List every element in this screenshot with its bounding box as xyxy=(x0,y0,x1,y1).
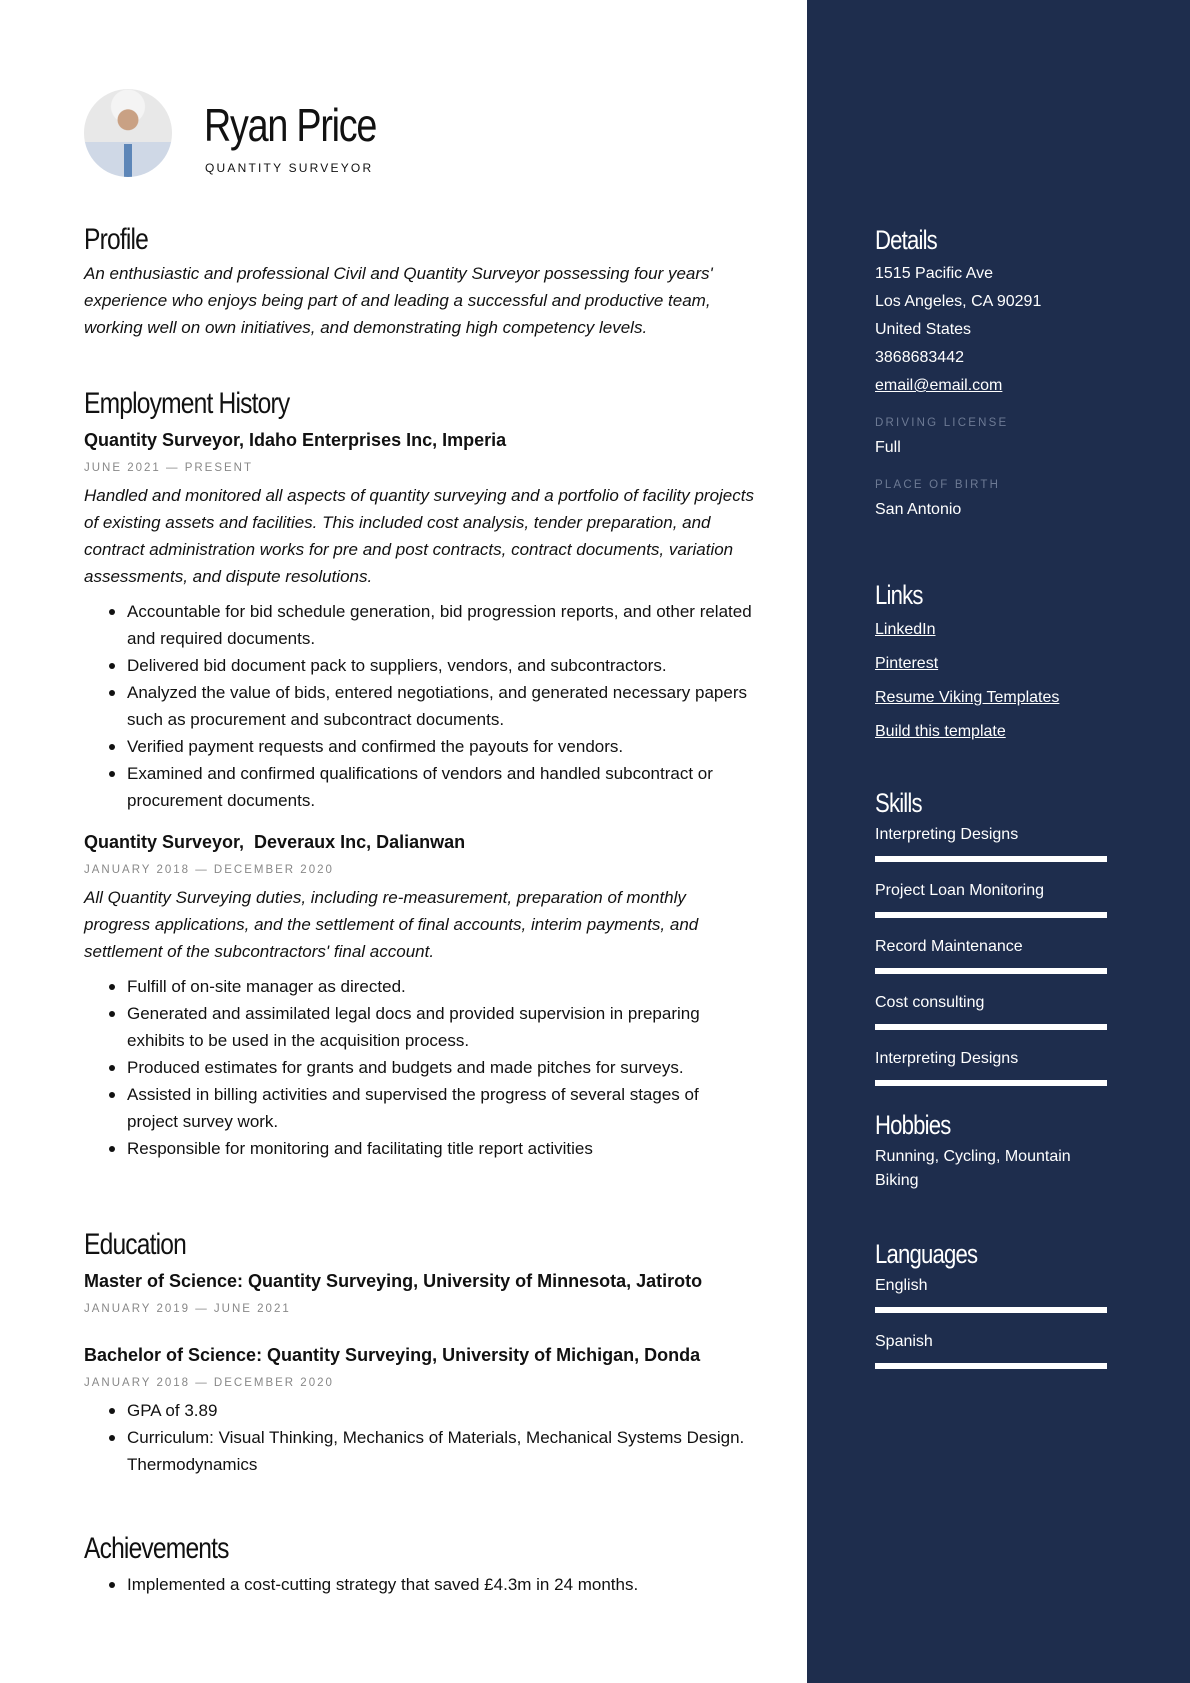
phone: 3868683442 xyxy=(875,349,964,366)
job-bullets xyxy=(84,598,754,814)
job-bullets xyxy=(84,973,754,1162)
job-title: Quantity Surveyor, Deveraux Inc, Dalianwan xyxy=(84,832,466,852)
job-dates: JUNE 2021 — PRESENT xyxy=(84,462,254,474)
section-title: Skills xyxy=(875,788,922,818)
section-title: Languages xyxy=(875,1239,978,1269)
list-item: Assisted in billing activities and supervised the progress of several stages of project survey work. xyxy=(127,1081,754,1135)
skill-name: Interpreting Designs xyxy=(875,1050,1019,1067)
degree-title: Bachelor of Science: Quantity Surveying, University of Michigan, Donda xyxy=(84,1345,701,1365)
section-title: Achievements xyxy=(84,1532,229,1565)
country: United States xyxy=(875,321,972,338)
skill-level-bar xyxy=(875,856,1107,862)
place-of-birth-value: San Antonio xyxy=(875,501,962,518)
list-item: Verified payment requests and confirmed the payouts for vendors. xyxy=(127,733,754,760)
details-section xyxy=(875,224,1165,524)
link-linkedin[interactable]: LinkedIn xyxy=(875,621,936,638)
email-link[interactable]: email@email.com xyxy=(875,377,1003,394)
list-item: Analyzed the value of bids, entered negotiations, and generated necessary papers such as procurement and subcontract documents. xyxy=(127,679,754,733)
section-title: Hobbies xyxy=(875,1110,951,1140)
skill-name: Cost consulting xyxy=(875,994,985,1011)
degree-dates: JANUARY 2019 — JUNE 2021 xyxy=(84,1303,291,1315)
skill-name: Project Loan Monitoring xyxy=(875,882,1044,899)
language-level-bar xyxy=(875,1307,1107,1313)
skill-level-bar xyxy=(875,1080,1107,1086)
skill-level-bar xyxy=(875,912,1107,918)
profile-section xyxy=(84,222,754,341)
achievements-section xyxy=(84,1531,754,1598)
driving-license-value: Full xyxy=(875,439,901,456)
link-build-template[interactable]: Build this template xyxy=(875,723,1006,740)
job-title: Quantity Surveyor, Idaho Enterprises Inc, Imperia xyxy=(84,430,507,450)
achievement-bullets xyxy=(84,1571,754,1598)
education-entry xyxy=(84,1343,754,1478)
list-item: Delivered bid document pack to suppliers, vendors, and subcontractors. xyxy=(127,652,754,679)
place-of-birth-label: PLACE OF BIRTH xyxy=(875,479,1001,491)
skill-name: Record Maintenance xyxy=(875,938,1023,955)
section-title: Links xyxy=(875,580,923,610)
job-description: Handled and monitored all aspects of quantity surveying and a portfolio of facility projects of existing assets and facilities. This included cost analysis, tender preparation, and contract administration works for pre and post contracts, contract documents, variation assessments, and dispute resolutions. xyxy=(84,486,754,586)
language-level-bar xyxy=(875,1363,1107,1369)
profile-text: An enthusiastic and professional Civil and Quantity Surveyor possessing four years' experience who enjoys being part of and leading a successful and productive team, working well on own initiatives, and demonstrating high competency levels. xyxy=(84,264,713,337)
employment-section xyxy=(84,386,754,1162)
section-title: Profile xyxy=(84,223,148,256)
job-entry xyxy=(84,830,754,1162)
address: 1515 Pacific Ave xyxy=(875,265,994,282)
job-entry xyxy=(84,428,754,814)
language-name: English xyxy=(875,1277,928,1294)
skills-section xyxy=(875,787,1165,1101)
degree-dates: JANUARY 2018 — DECEMBER 2020 xyxy=(84,1377,334,1389)
city: Los Angeles, CA 90291 xyxy=(875,293,1042,310)
section-title: Education xyxy=(84,1228,187,1261)
list-item: Responsible for monitoring and facilitating title report activities xyxy=(127,1135,754,1162)
skill-level-bar xyxy=(875,968,1107,974)
link-resume-viking-templates[interactable]: Resume Viking Templates xyxy=(875,689,1060,706)
skill-level-bar xyxy=(875,1024,1107,1030)
skill-name: Interpreting Designs xyxy=(875,826,1019,843)
candidate-role: QUANTITY SURVEYOR xyxy=(205,161,374,175)
section-title: Details xyxy=(875,225,937,255)
degree-bullets xyxy=(84,1397,754,1478)
hobbies-text: Running, Cycling, Mountain Biking xyxy=(875,1148,1071,1189)
list-item: Accountable for bid schedule generation, bid progression reports, and other related and required documents. xyxy=(127,598,754,652)
degree-title: Master of Science: Quantity Surveying, University of Minnesota, Jatiroto xyxy=(84,1271,703,1291)
list-item: Curriculum: Visual Thinking, Mechanics of Materials, Mechanical Systems Design. Thermodynamics xyxy=(127,1424,754,1478)
list-item: Fulfill of on-site manager as directed. xyxy=(127,973,754,1000)
avatar-tie xyxy=(124,144,132,177)
job-dates: JANUARY 2018 — DECEMBER 2020 xyxy=(84,864,334,876)
education-section xyxy=(84,1227,754,1478)
job-description: All Quantity Surveying duties, including re-measurement, preparation of monthly progress applications, and the settlement of final accounts, interim payments, and settlement of the subcontractors' final account. xyxy=(84,888,699,961)
candidate-name: Ryan Price xyxy=(204,99,377,151)
link-pinterest[interactable]: Pinterest xyxy=(875,655,939,672)
list-item: GPA of 3.89 xyxy=(127,1397,754,1424)
languages-section xyxy=(875,1238,1165,1384)
section-title: Employment History xyxy=(84,387,290,420)
education-entry xyxy=(84,1269,754,1319)
avatar xyxy=(84,89,172,177)
list-item: Examined and confirmed qualifications of vendors and handled subcontract or procurement documents. xyxy=(127,760,754,814)
list-item: Produced estimates for grants and budgets and made pitches for surveys. xyxy=(127,1054,754,1081)
language-name: Spanish xyxy=(875,1333,933,1350)
list-item: Implemented a cost-cutting strategy that saved £4.3m in 24 months. xyxy=(127,1571,754,1598)
sidebar xyxy=(807,0,1190,1683)
driving-license-label: DRIVING LICENSE xyxy=(875,417,1009,429)
links-section xyxy=(875,579,1165,749)
hobbies-section xyxy=(875,1109,1165,1193)
list-item: Generated and assimilated legal docs and provided supervision in preparing exhibits to be used in the acquisition process. xyxy=(127,1000,754,1054)
